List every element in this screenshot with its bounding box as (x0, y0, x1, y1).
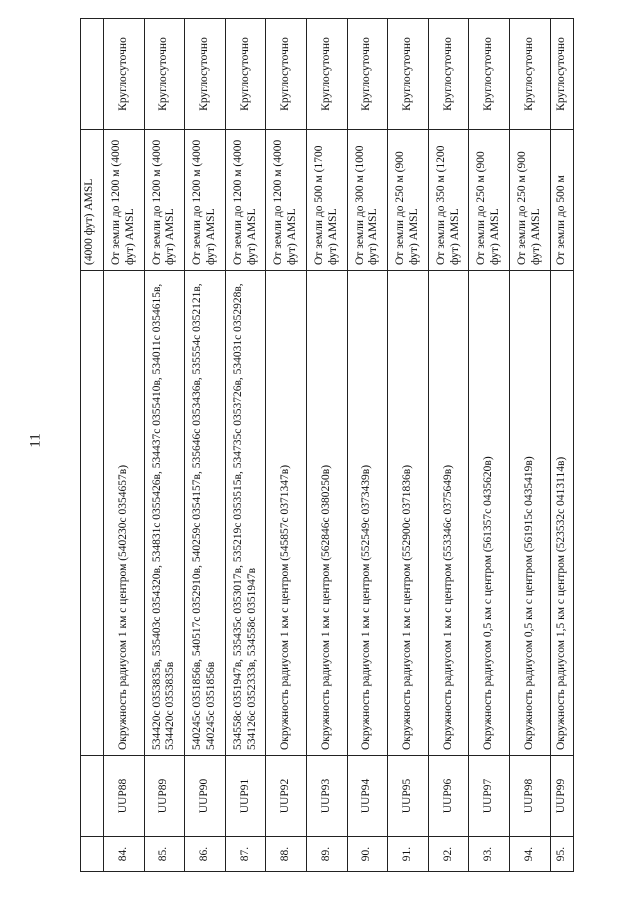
table-row (388, 19, 429, 872)
cell-boundary: Окружность радиусом 0,5 км с центром (561357с 0435620в) (469, 271, 510, 756)
table-row (225, 19, 266, 872)
cell-zone-code: UUP88 (104, 756, 145, 837)
cell-boundary: Окружность радиусом 1,5 км с центром (523532с 0413114в) (550, 271, 573, 756)
table-row (266, 19, 307, 872)
cell-time: Круглосуточно (347, 19, 388, 130)
cell-time: Круглосуточно (266, 19, 307, 130)
cell-altitude: (4000 фут) AMSL (81, 130, 104, 271)
cell-time: Круглосуточно (144, 19, 185, 130)
cell-altitude: От земли до 250 м (900 фут) AMSL (469, 130, 510, 271)
cell-altitude: От земли до 250 м (900 фут) AMSL (388, 130, 429, 271)
cell-boundary: 534558с 0351947в, 535435с 0353017в, 535219с 0353515в, 534735с 0353726в, 534031с 0352928в, 534126с 0352333в, 534558с 0351947в (225, 271, 266, 756)
cell-zone-code: UUP97 (469, 756, 510, 837)
cell-zone-code (81, 756, 104, 837)
cell-boundary: Окружность радиусом 1 км с центром (553346с 0375649в) (428, 271, 469, 756)
cell-zone-code: UUP90 (185, 756, 226, 837)
table-row-continuation (81, 19, 104, 872)
cell-time: Круглосуточно (388, 19, 429, 130)
cell-zone-code: UUP98 (509, 756, 550, 837)
airspace-zones-table (80, 18, 574, 872)
cell-number: 84. (104, 837, 145, 872)
cell-zone-code: UUP96 (428, 756, 469, 837)
cell-number: 90. (347, 837, 388, 872)
cell-number: 87. (225, 837, 266, 872)
table-row (104, 19, 145, 872)
cell-altitude: От земли до 1200 м (4000 фут) AMSL (144, 130, 185, 271)
cell-zone-code: UUP89 (144, 756, 185, 837)
table-body (81, 19, 574, 872)
cell-time: Круглосуточно (550, 19, 573, 130)
cell-time: Круглосуточно (104, 19, 145, 130)
cell-boundary: Окружность радиусом 1 км с центром (562846с 0380250в) (306, 271, 347, 756)
cell-boundary: Окружность радиусом 1 км с центром (552549с 0373439в) (347, 271, 388, 756)
page-number: 11 (27, 433, 44, 448)
cell-boundary: 534420с 0353835в, 535403с 0354320в, 534831с 0355426в, 534437с 0355410в, 534011с 0354615в, 534420с 0353835в (144, 271, 185, 756)
cell-altitude: От земли до 300 м (1000 фут) AMSL (347, 130, 388, 271)
cell-number: 93. (469, 837, 510, 872)
cell-altitude: От земли до 500 м (550, 130, 573, 271)
cell-boundary: Окружность радиусом 1 км с центром (552900с 0371836в) (388, 271, 429, 756)
cell-boundary (81, 271, 104, 756)
rotated-table-container (80, 36, 574, 872)
cell-boundary: Окружность радиусом 0,5 км с центром (561915с 0435419в) (509, 271, 550, 756)
table-row (509, 19, 550, 872)
cell-number: 89. (306, 837, 347, 872)
cell-zone-code: UUP94 (347, 756, 388, 837)
cell-number: 86. (185, 837, 226, 872)
cell-time (81, 19, 104, 130)
cell-boundary: Окружность радиусом 1 км с центром (540230с 0354657в) (104, 271, 145, 756)
cell-zone-code: UUP93 (306, 756, 347, 837)
cell-time: Круглосуточно (185, 19, 226, 130)
table-row (550, 19, 573, 872)
table-row (306, 19, 347, 872)
cell-altitude: От земли до 500 м (1700 фут) AMSL (306, 130, 347, 271)
cell-boundary: Окружность радиусом 1 км с центром (545857с 0371347в) (266, 271, 307, 756)
cell-number: 95. (550, 837, 573, 872)
table-row (144, 19, 185, 872)
cell-number: 91. (388, 837, 429, 872)
cell-boundary: 540245с 0351856в, 540517с 0352910в, 540259с 0354157в, 535646с 0353436в, 535554с 0352121в, 540245с 0351856в (185, 271, 226, 756)
cell-number: 92. (428, 837, 469, 872)
cell-altitude: От земли до 1200 м (4000 фут) AMSL (185, 130, 226, 271)
cell-altitude: От земли до 1200 м (4000 фут) AMSL (225, 130, 266, 271)
cell-number (81, 837, 104, 872)
cell-time: Круглосуточно (509, 19, 550, 130)
cell-altitude: От земли до 1200 м (4000 фут) AMSL (266, 130, 307, 271)
table-row (428, 19, 469, 872)
table-row (469, 19, 510, 872)
cell-time: Круглосуточно (225, 19, 266, 130)
cell-time: Круглосуточно (469, 19, 510, 130)
cell-altitude: От земли до 350 м (1200 фут) AMSL (428, 130, 469, 271)
table-row (347, 19, 388, 872)
cell-zone-code: UUP91 (225, 756, 266, 837)
cell-altitude: От земли до 250 м (900 фут) AMSL (509, 130, 550, 271)
table-row (185, 19, 226, 872)
cell-zone-code: UUP95 (388, 756, 429, 837)
cell-number: 94. (509, 837, 550, 872)
cell-altitude: От земли до 1200 м (4000 фут) AMSL (104, 130, 145, 271)
cell-time: Круглосуточно (428, 19, 469, 130)
cell-time: Круглосуточно (306, 19, 347, 130)
cell-number: 85. (144, 837, 185, 872)
cell-zone-code: UUP99 (550, 756, 573, 837)
cell-number: 88. (266, 837, 307, 872)
cell-zone-code: UUP92 (266, 756, 307, 837)
